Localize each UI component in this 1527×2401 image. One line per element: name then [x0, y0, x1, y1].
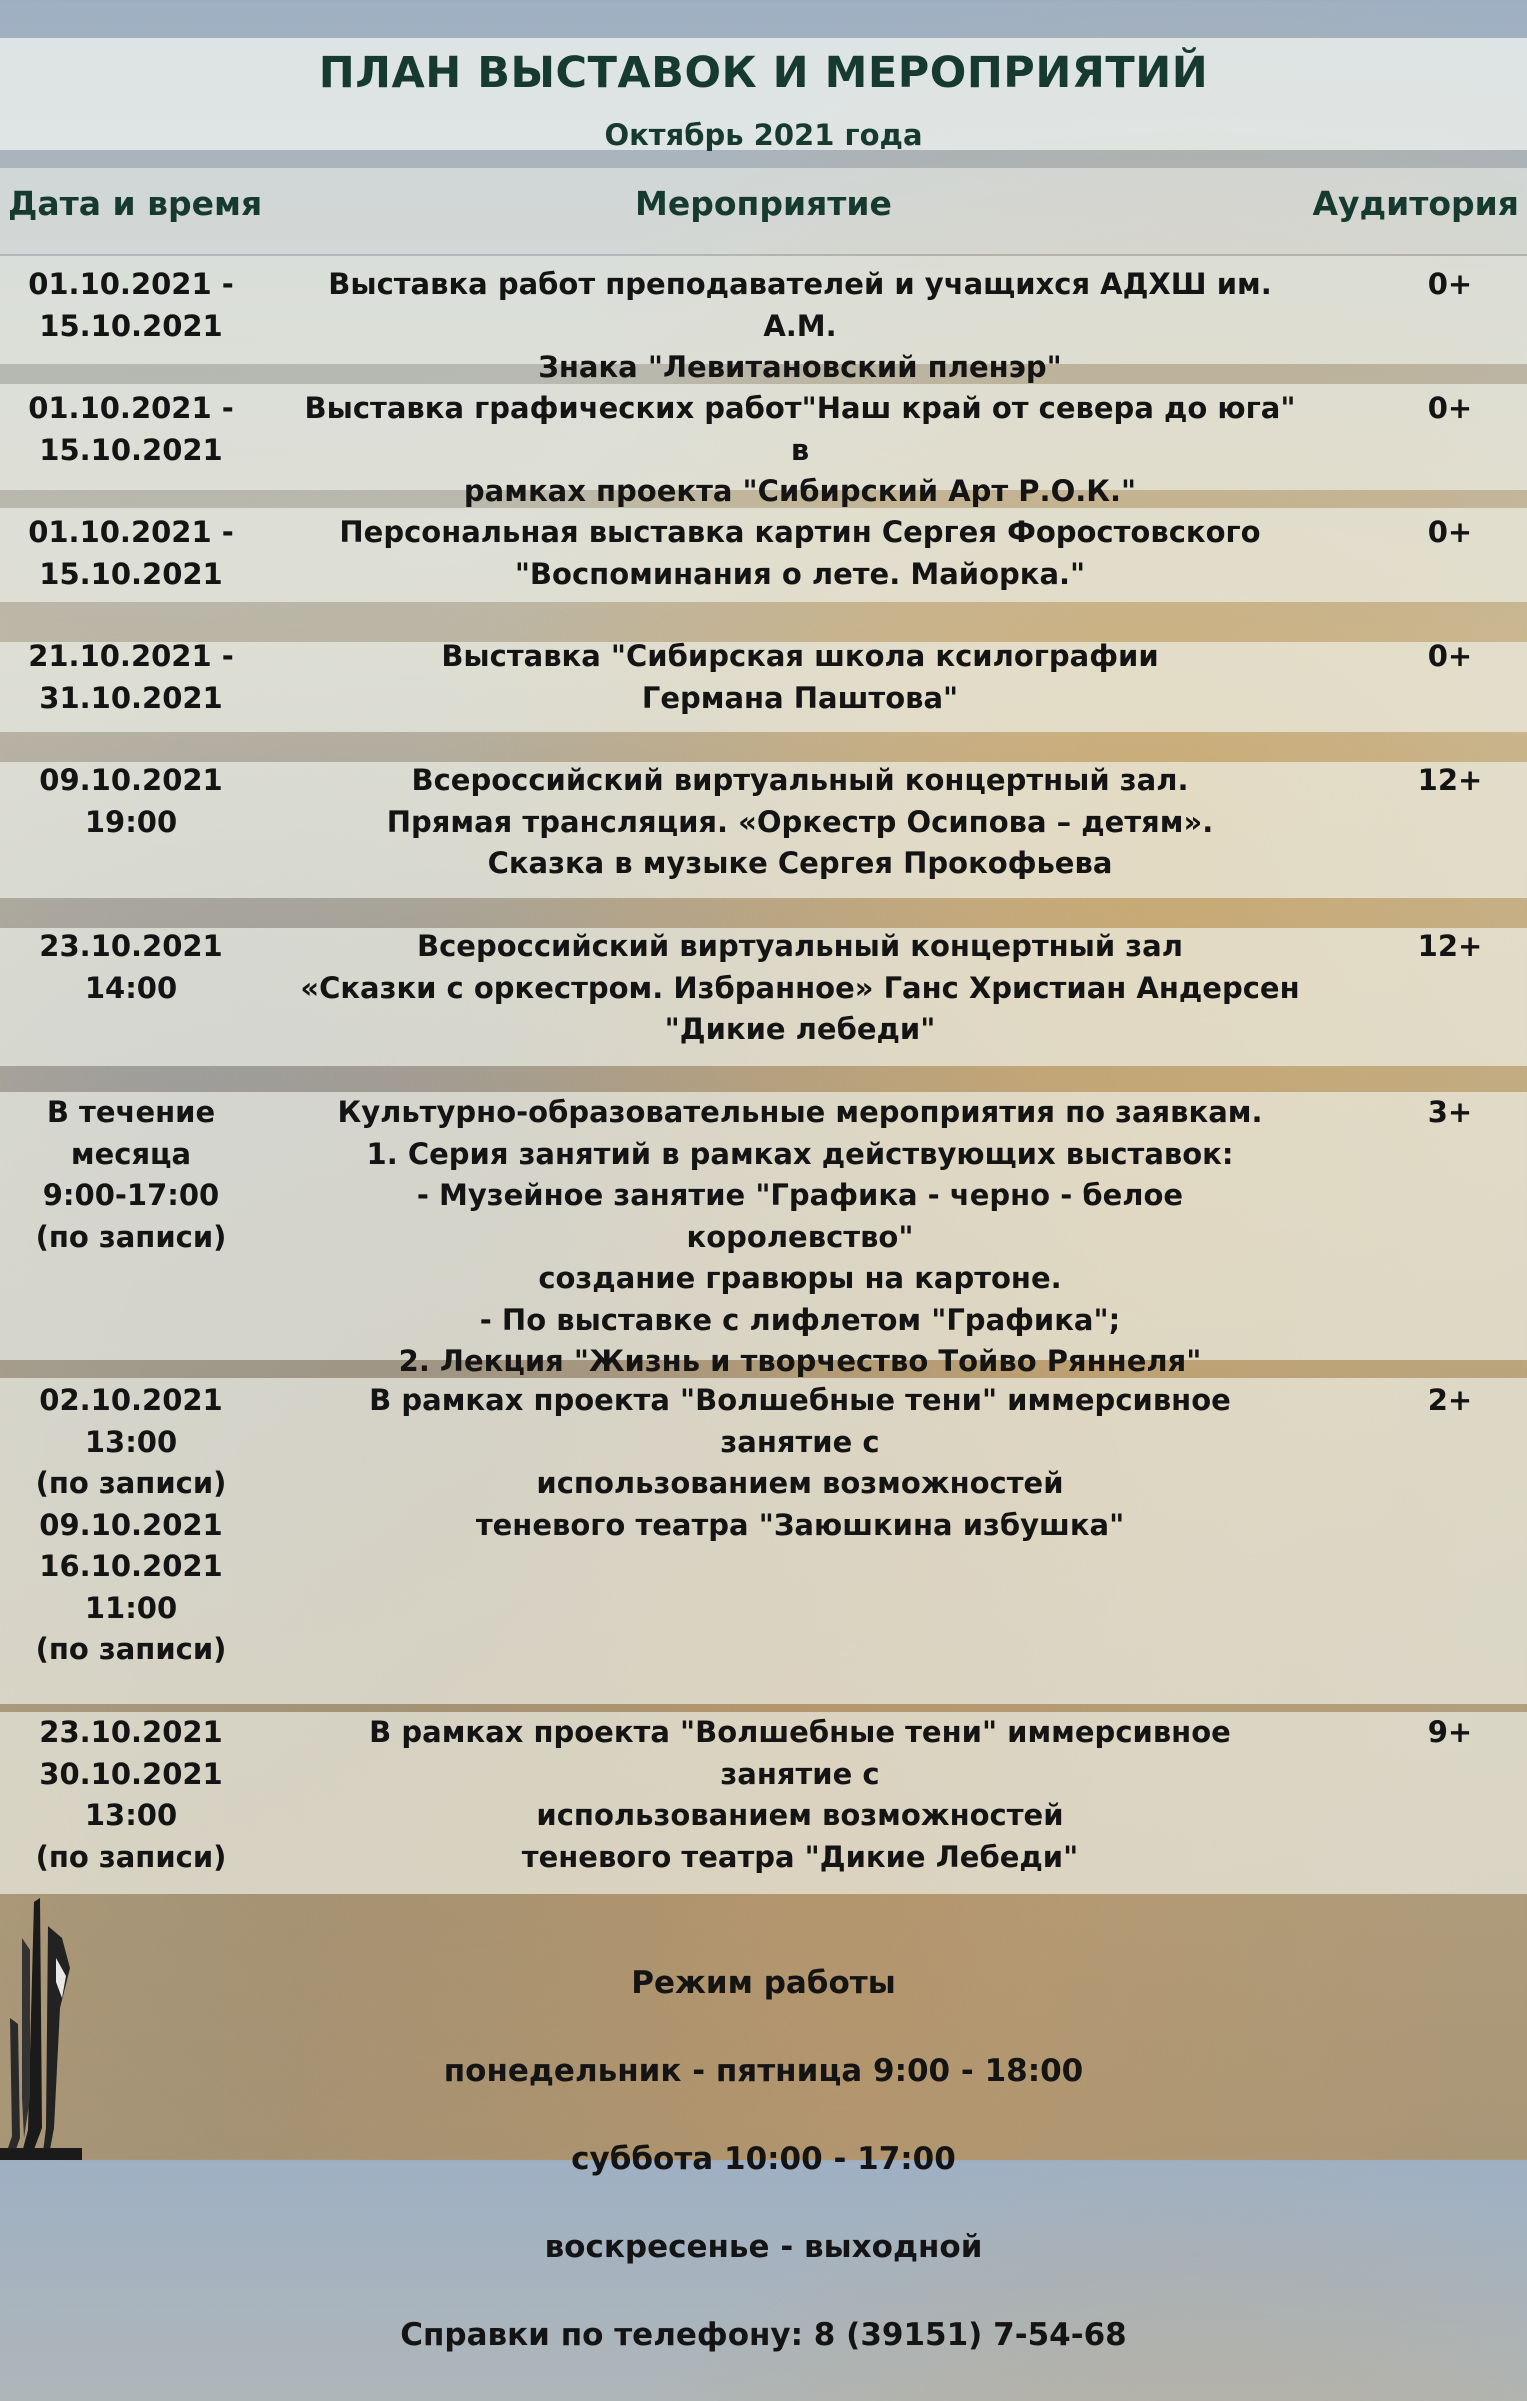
column-header-date: Дата и время	[8, 184, 263, 223]
row-5-audience: 12+	[1417, 763, 1483, 797]
column-header-event: Мероприятие	[635, 184, 892, 223]
brush-pen-logo-icon	[0, 1898, 82, 2160]
row-9-date: 23.10.2021 30.10.2021 13:00 (по записи)	[35, 1715, 227, 1874]
row-8-date: 02.10.2021 13:00 (по записи) 09.10.2021 16.10.2021 11:00 (по записи)	[35, 1383, 227, 1666]
row-4-audience: 0+	[1427, 639, 1473, 673]
row-7-event: Культурно-образовательные мероприятия по заявкам. 1. Серия занятий в рамках действующих выставок: - Музейное занятие "Графика - черно - белое королевство" создание гравюры на картоне. - По выставке с лифлетом "Графика"; 2. Лекция "Жизнь и творчество Тойво Ряннеля"	[337, 1095, 1263, 1378]
hours-saturday: суббота 10:00 - 17:00	[571, 2141, 956, 2177]
hours-weekdays: понедельник - пятница 9:00 - 18:00	[443, 2053, 1084, 2089]
row-3-event: Персональная выставка картин Сергея Форостовского "Воспоминания о лете. Майорка."	[339, 515, 1261, 591]
row-2-audience: 0+	[1427, 391, 1473, 425]
row-3-audience: 0+	[1427, 515, 1473, 549]
reference-phone: Справки по телефону: 8 (39151) 7-54-68	[400, 2317, 1127, 2353]
row-4-event: Выставка "Сибирская школа ксилографии Германа Паштова"	[441, 639, 1159, 715]
row-5-date: 09.10.2021 19:00	[39, 763, 223, 839]
row-1-audience: 0+	[1427, 267, 1473, 301]
row-7-audience: 3+	[1427, 1095, 1473, 1129]
hours-title: Режим работы	[631, 1965, 896, 2001]
row-9-audience: 9+	[1427, 1715, 1473, 1749]
row-2-date: 01.10.2021 - 15.10.2021	[28, 391, 234, 467]
row-6-event: Всероссийский виртуальный концертный зал «Сказки с оркестром. Избранное» Ганс Христиан Андерсен "Дикие лебеди"	[300, 929, 1300, 1046]
row-6-audience: 12+	[1417, 929, 1483, 963]
row-5-event: Всероссийский виртуальный концертный зал. Прямая трансляция. «Оркестр Осипова – детям». Сказка в музыке Сергея Прокофьева	[386, 763, 1214, 880]
page-subtitle: Октябрь 2021 года	[604, 118, 923, 152]
row-2-event: Выставка графических работ"Наш край от севера до юга" в рамках проекта "Сибирский Арт Р.О.К."	[304, 391, 1296, 508]
row-8-audience: 2+	[1427, 1383, 1473, 1417]
row-9-event: В рамках проекта "Волшебные тени" иммерсивное занятие с использованием возможностей теневого театра "Дикие Лебеди"	[369, 1715, 1231, 1874]
row-8-event: В рамках проекта "Волшебные тени" иммерсивное занятие с использованием возможностей теневого театра "Заюшкина избушка"	[369, 1383, 1231, 1542]
row-1-date: 01.10.2021 - 15.10.2021	[28, 267, 234, 343]
row-6-date: 23.10.2021 14:00	[39, 929, 223, 1005]
row-3-date: 01.10.2021 - 15.10.2021	[28, 515, 234, 591]
page-title: ПЛАН ВЫСТАВОК И МЕРОПРИЯТИЙ	[318, 48, 1209, 98]
hours-sunday: воскресенье - выходной	[544, 2229, 983, 2265]
row-4-date: 21.10.2021 - 31.10.2021	[28, 639, 234, 715]
column-header-audience: Аудитория	[1312, 184, 1519, 223]
row-7-date: В течение месяца 9:00-17:00 (по записи)	[35, 1095, 227, 1254]
working-hours	[0, 1917, 1527, 2401]
row-1-event: Выставка работ преподавателей и учащихся АДХШ им. А.М. Знака "Левитановский пленэр"	[328, 267, 1272, 384]
